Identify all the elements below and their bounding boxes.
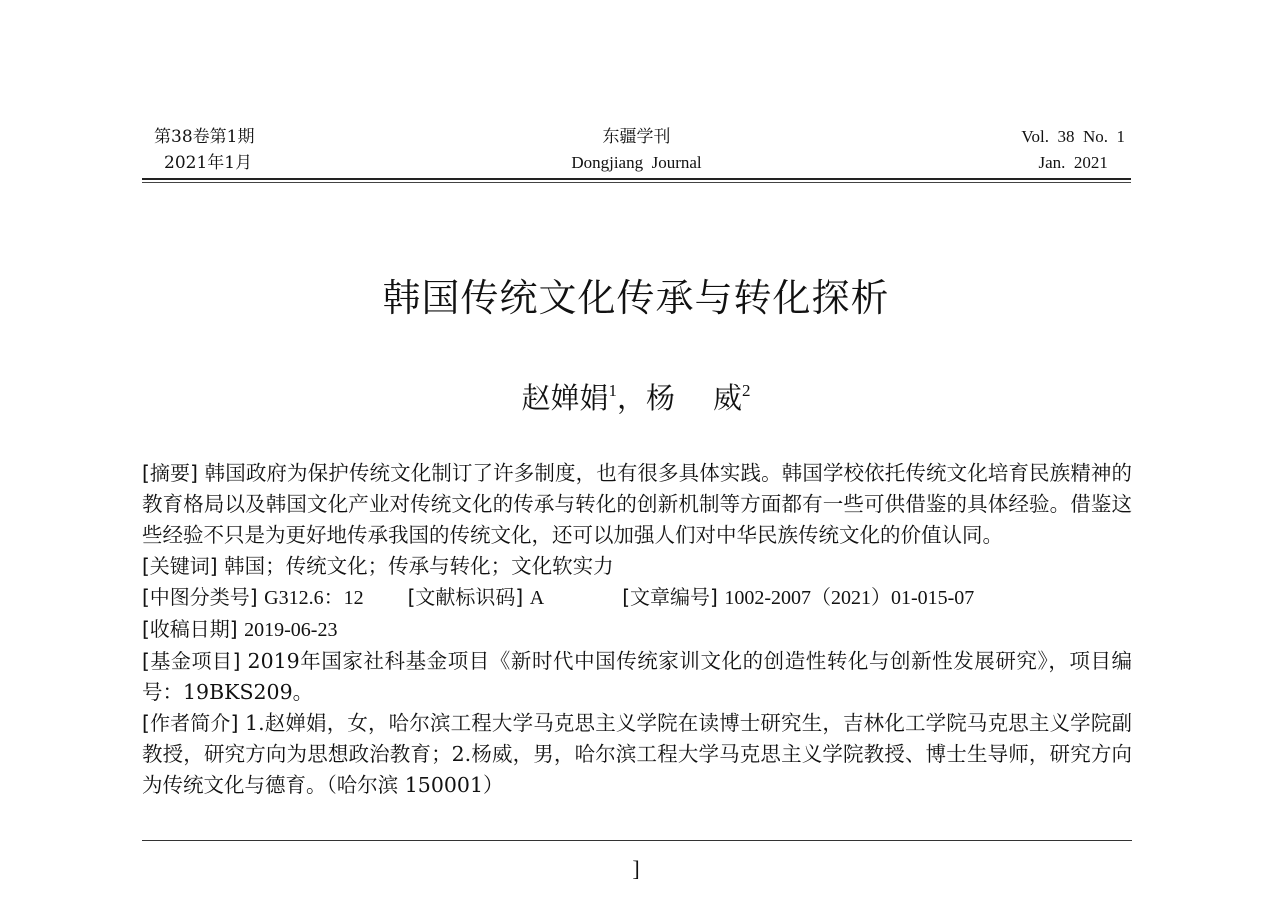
- doc-code-label: [文献标识码]: [407, 585, 524, 609]
- author-2-surname: 杨: [646, 381, 676, 415]
- article-number-label: [文章编号]: [622, 585, 718, 609]
- article-number-value: 1002-2007（2021）01-015-07: [724, 587, 975, 609]
- fund-text: 2019年国家社科基金项目《新时代中国传统家训文化的创造性转化与创新性发展研究》，项目编号：19BKS209。: [142, 649, 1133, 704]
- author-2-affiliation-mark: 2: [742, 381, 751, 400]
- clc-label: [中图分类号]: [142, 585, 258, 609]
- header-right: [1021, 124, 1125, 176]
- classification-row: [142, 582, 1132, 614]
- received-label: [收稿日期]: [142, 617, 238, 641]
- keywords: [142, 551, 1132, 582]
- keywords-text: 韩国；传统文化；传承与转化；文化软实力: [224, 554, 614, 578]
- author-line: [0, 376, 1272, 420]
- volume-issue-en: Vol. 38 No. 1: [1021, 127, 1125, 146]
- author-separator: ，: [616, 381, 646, 415]
- footnote-mark: ]: [632, 856, 640, 881]
- article-title: 韩国传统文化传承与转化探析: [382, 276, 890, 320]
- header-rule-thin: [142, 182, 1131, 183]
- front-matter: [142, 458, 1132, 801]
- journal-name-cn: 东疆学刊: [602, 127, 671, 147]
- abstract-label: [摘要]: [142, 461, 198, 485]
- received-value: 2019-06-23: [244, 619, 338, 641]
- volume-issue: 第38卷第1期: [154, 127, 255, 147]
- abstract-text: 韩国政府为保护传统文化制订了许多制度，也有很多具体实践。韩国学校依托传统文化培育民族精神的教育格局以及韩国文化产业对传统文化的传承与转化的创新机制等方面都有一些可供借鉴的具体经验。借鉴这些经验不只是为更好地传承我国的传统文化，还可以加强人们对中华民族传统文化的价值认同。: [142, 461, 1133, 547]
- footnote-rule: [142, 840, 1132, 841]
- author-bio: [142, 708, 1132, 801]
- header-center: [142, 124, 1131, 176]
- author-1-name: 赵婵娟: [521, 381, 609, 415]
- received-date: [142, 614, 1132, 646]
- author-1-affiliation-mark: 1: [608, 381, 617, 400]
- bio-label: [作者简介]: [142, 711, 239, 735]
- bio-text: 1.赵婵娟，女，哈尔滨工程大学马克思主义学院在读博士研究生，吉林化工学院马克思主义学院副教授，研究方向为思想政治教育；2.杨威，男，哈尔滨工程大学马克思主义学院教授、博士生导师，研究方向为传统文化与德育。（哈尔滨 150001）: [142, 711, 1132, 797]
- abstract: [142, 458, 1132, 551]
- header-rule-thick: [142, 178, 1131, 180]
- author-2-given-name: 威: [713, 381, 743, 415]
- issue-date-cn: 2021年1月: [164, 153, 253, 173]
- keywords-label: [关键词]: [142, 554, 218, 578]
- doc-code-value: A: [529, 587, 545, 609]
- journal-name-en: Dongjiang Journal: [571, 153, 702, 172]
- fund-label: [基金项目]: [142, 649, 241, 673]
- clc-value: G312.6：12: [264, 587, 364, 609]
- issue-date-en: Jan. 2021: [1038, 153, 1108, 172]
- fund-info: [142, 646, 1132, 708]
- journal-header: [142, 124, 1131, 180]
